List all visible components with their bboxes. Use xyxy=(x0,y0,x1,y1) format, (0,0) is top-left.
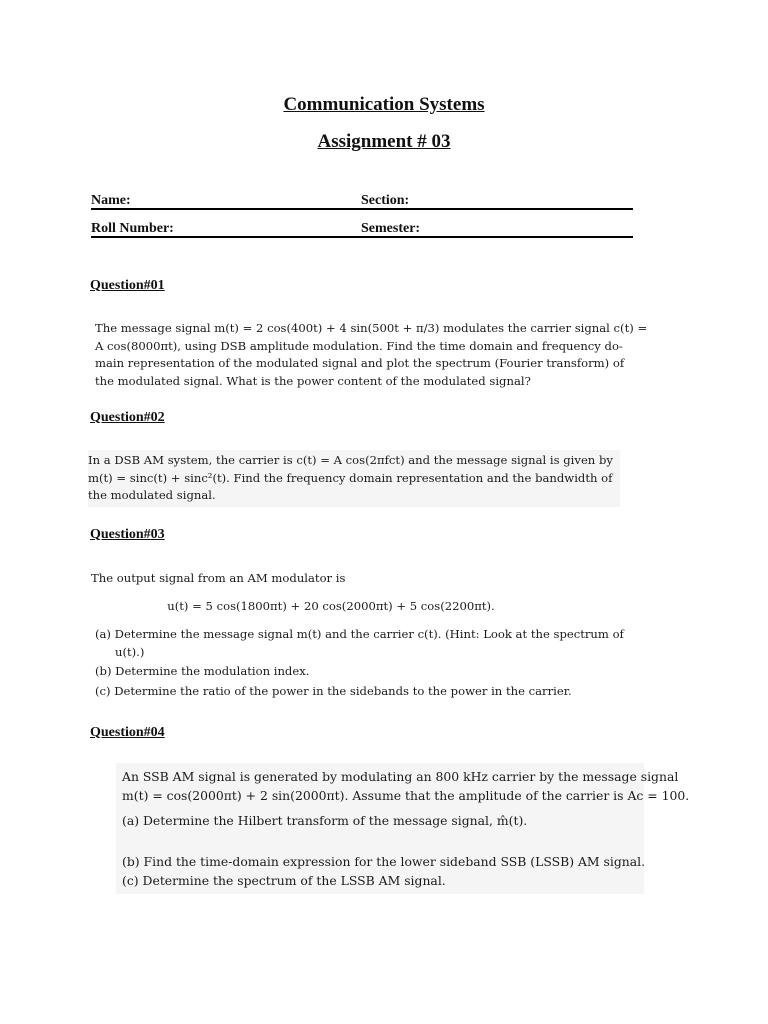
question-heading: Question#01 xyxy=(90,278,165,293)
question-part: (b) Find the time-domain expression for the lower sideband SSB (LSSB) AM signal. xyxy=(122,854,646,869)
semester-label: Semester: xyxy=(361,221,421,236)
question-heading: Question#04 xyxy=(90,725,165,740)
question-text xyxy=(95,320,648,390)
field-underline xyxy=(91,208,633,210)
roll-number-label: Roll Number: xyxy=(91,221,174,236)
question-line: An SSB AM signal is generated by modulating an 800 kHz carrier by the message signal xyxy=(122,769,679,784)
question-part: (a) Determine the Hilbert transform of the message signal, m̂(t). xyxy=(122,813,528,828)
question-line: m(t) = sinc(t) + sinc²(t). Find the frequency domain representation and the bandwidth of xyxy=(88,470,613,485)
question-line: In a DSB AM system, the carrier is c(t) = A cos(2πfct) and the message signal is given by xyxy=(88,453,613,467)
question-text xyxy=(116,763,690,894)
question-line: The message signal m(t) = 2 cos(400t) + 4 sin(500t + π/3) modulates the carrier signal c(t) = xyxy=(95,321,648,335)
assignment-title: Assignment # 03 xyxy=(317,131,451,152)
question-part: (c) Determine the ratio of the power in the sidebands to the power in the carrier. xyxy=(95,683,572,698)
question-line: A cos(8000πt), using DSB amplitude modulation. Find the time domain and frequency do- xyxy=(95,338,623,353)
question-text xyxy=(88,450,620,507)
section-label: Section: xyxy=(361,193,410,208)
course-title: Communication Systems xyxy=(283,94,485,115)
question-line: m(t) = cos(2000πt) + 2 sin(2000πt). Assume that the amplitude of the carrier is Ac = 100. xyxy=(122,788,690,803)
question-line: main representation of the modulated signal and plot the spectrum (Fourier transform) of xyxy=(95,356,625,370)
field-underline xyxy=(91,236,633,238)
question-part: (c) Determine the spectrum of the LSSB AM signal. xyxy=(122,873,446,888)
question-equation: u(t) = 5 cos(1800πt) + 20 cos(2000πt) + 5 cos(2200πt). xyxy=(167,599,495,613)
question-heading: Question#03 xyxy=(90,527,165,542)
question-line: the modulated signal. What is the power content of the modulated signal? xyxy=(95,373,531,388)
question-part: u(t).) xyxy=(115,644,145,659)
question-part: (b) Determine the modulation index. xyxy=(95,664,310,678)
question-intro: The output signal from an AM modulator is xyxy=(91,571,346,585)
question-part: (a) Determine the message signal m(t) and the carrier c(t). (Hint: Look at the spectrum of xyxy=(95,627,624,641)
name-label: Name: xyxy=(91,193,131,208)
question-parts xyxy=(95,626,624,700)
question-line: the modulated signal. xyxy=(88,488,216,502)
question-heading: Question#02 xyxy=(90,410,165,425)
